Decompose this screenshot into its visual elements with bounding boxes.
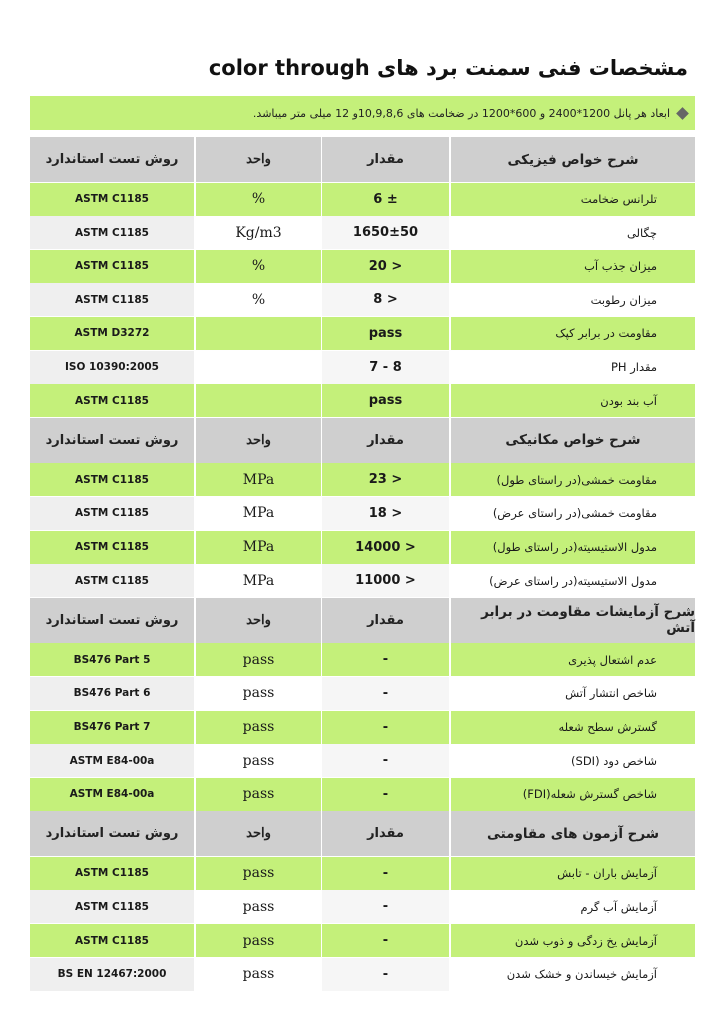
- row-property: مقاومت خمشی(در راستای عرض): [451, 497, 695, 530]
- row-unit: pass: [196, 924, 321, 957]
- table-row: [30, 857, 695, 890]
- dimensions-note-text: ابعاد هر پانل 1200*2400 و 600*1200 در ضخامت های 10,9,8,6و 12 میلی متر میباشد.: [252, 106, 670, 120]
- header-value: مقدار: [322, 137, 449, 182]
- section-header-row: [30, 418, 695, 463]
- header-standard: روش تست استاندارد: [30, 137, 194, 182]
- row-property: مقدار PH: [451, 351, 695, 384]
- table-row: [30, 216, 695, 249]
- table-row: [30, 283, 695, 316]
- row-standard: BS EN 12467:2000: [30, 958, 194, 991]
- section-header-row: [30, 598, 695, 643]
- row-property: تلرانس ضخامت: [451, 183, 695, 216]
- table-row: [30, 463, 695, 496]
- row-value: -: [322, 857, 449, 890]
- row-property: آزمایش یخ زدگی و ذوب شدن: [451, 924, 695, 957]
- row-unit: Kg/m3: [196, 216, 321, 249]
- row-value: 23 >: [322, 463, 449, 496]
- row-unit: [196, 384, 321, 417]
- row-unit: pass: [196, 744, 321, 777]
- row-unit: pass: [196, 890, 321, 923]
- table-row: [30, 317, 695, 350]
- row-property: چگالی: [451, 216, 695, 249]
- row-property: گسترش سطح شعله: [451, 711, 695, 744]
- row-unit: %: [196, 183, 321, 216]
- row-standard: ASTM D3272: [30, 317, 194, 350]
- row-property: مقاومت خمشی(در راستای طول): [451, 463, 695, 496]
- row-value: -: [322, 711, 449, 744]
- row-standard: ASTM C1185: [30, 857, 194, 890]
- row-property: شاخص انتشار آتش: [451, 677, 695, 710]
- page-title: مشخصات فنی سمنت برد های color through: [208, 56, 688, 80]
- table-row: [30, 351, 695, 384]
- row-value: -: [322, 744, 449, 777]
- table-row: [30, 564, 695, 597]
- table-row: [30, 643, 695, 676]
- row-unit: pass: [196, 778, 321, 811]
- row-property: آزمایش آب گرم: [451, 890, 695, 923]
- header-value: مقدار: [322, 418, 449, 463]
- row-value: 1650±50: [322, 216, 449, 249]
- row-value: -: [322, 677, 449, 710]
- row-value: pass: [322, 317, 449, 350]
- row-unit: MPa: [196, 463, 321, 496]
- row-unit: pass: [196, 857, 321, 890]
- header-property: شرح خواص مکانیکی: [451, 418, 695, 463]
- row-value: 8 >: [322, 283, 449, 316]
- header-standard: روش تست استاندارد: [30, 418, 194, 463]
- section-header-row: [30, 137, 695, 182]
- row-value: -: [322, 890, 449, 923]
- header-value: مقدار: [322, 598, 449, 643]
- row-standard: ASTM C1185: [30, 216, 194, 249]
- row-unit: pass: [196, 643, 321, 676]
- row-unit: [196, 317, 321, 350]
- row-standard: ASTM C1185: [30, 564, 194, 597]
- row-standard: ASTM C1185: [30, 250, 194, 283]
- row-unit: MPa: [196, 564, 321, 597]
- diamond-bullet-icon: [676, 107, 689, 120]
- spec-table: [30, 137, 695, 991]
- table-row: [30, 677, 695, 710]
- row-standard: ASTM C1185: [30, 283, 194, 316]
- row-unit: %: [196, 283, 321, 316]
- row-standard: BS476 Part 7: [30, 711, 194, 744]
- row-value: pass: [322, 384, 449, 417]
- table-row: [30, 711, 695, 744]
- section-header-row: [30, 811, 695, 856]
- header-unit: واحد: [196, 418, 321, 463]
- header-property: شرح آزمایشات مقاومت در برابر آتش: [451, 598, 695, 643]
- row-property: شاخص گسترش شعله(FDI): [451, 778, 695, 811]
- header-value: مقدار: [322, 811, 449, 856]
- table-row: [30, 497, 695, 530]
- header-unit: واحد: [196, 811, 321, 856]
- row-property: میزان رطوبت: [451, 283, 695, 316]
- row-unit: %: [196, 250, 321, 283]
- row-property: میزان جذب آب: [451, 250, 695, 283]
- row-standard: ISO 10390:2005: [30, 351, 194, 384]
- row-value: -: [322, 643, 449, 676]
- row-value: 6 ±: [322, 183, 449, 216]
- row-value: -: [322, 958, 449, 991]
- row-standard: ASTM C1185: [30, 531, 194, 564]
- row-standard: ASTM C1185: [30, 384, 194, 417]
- row-standard: ASTM C1185: [30, 183, 194, 216]
- row-standard: BS476 Part 6: [30, 677, 194, 710]
- row-unit: MPa: [196, 497, 321, 530]
- row-standard: BS476 Part 5: [30, 643, 194, 676]
- header-standard: روش تست استاندارد: [30, 598, 194, 643]
- header-unit: واحد: [196, 598, 321, 643]
- row-value: 14000 >: [322, 531, 449, 564]
- dimensions-note: [30, 96, 695, 130]
- table-row: [30, 744, 695, 777]
- table-row: [30, 250, 695, 283]
- row-value: 11000 >: [322, 564, 449, 597]
- table-row: [30, 958, 695, 991]
- row-value: 7 - 8: [322, 351, 449, 384]
- header-standard: روش تست استاندارد: [30, 811, 194, 856]
- row-unit: pass: [196, 677, 321, 710]
- row-standard: ASTM E84-00a: [30, 778, 194, 811]
- row-unit: pass: [196, 958, 321, 991]
- row-property: مدول الاستیسیته(در راستای طول): [451, 531, 695, 564]
- header-property: شرح آزمون های مقاومتی: [451, 811, 695, 856]
- table-row: [30, 384, 695, 417]
- header-property: شرح خواص فیزیکی: [451, 137, 695, 182]
- row-property: مدول الاستیسیته(در راستای عرض): [451, 564, 695, 597]
- table-row: [30, 183, 695, 216]
- row-unit: pass: [196, 711, 321, 744]
- row-standard: ASTM C1185: [30, 924, 194, 957]
- row-property: آزمایش خیساندن و خشک شدن: [451, 958, 695, 991]
- row-standard: ASTM C1185: [30, 497, 194, 530]
- row-standard: ASTM C1185: [30, 463, 194, 496]
- row-value: 20 >: [322, 250, 449, 283]
- row-value: -: [322, 924, 449, 957]
- row-value: 18 >: [322, 497, 449, 530]
- table-row: [30, 778, 695, 811]
- row-property: آب بند بودن: [451, 384, 695, 417]
- row-unit: MPa: [196, 531, 321, 564]
- table-row: [30, 531, 695, 564]
- row-property: شاخص دود (SDI): [451, 744, 695, 777]
- table-row: [30, 890, 695, 923]
- row-standard: ASTM C1185: [30, 890, 194, 923]
- table-row: [30, 924, 695, 957]
- row-property: آزمایش باران - تابش: [451, 857, 695, 890]
- row-property: مقاومت در برابر کپک: [451, 317, 695, 350]
- row-value: -: [322, 778, 449, 811]
- header-unit: واحد: [196, 137, 321, 182]
- row-standard: ASTM E84-00a: [30, 744, 194, 777]
- row-property: عدم اشتعال پذیری: [451, 643, 695, 676]
- row-unit: [196, 351, 321, 384]
